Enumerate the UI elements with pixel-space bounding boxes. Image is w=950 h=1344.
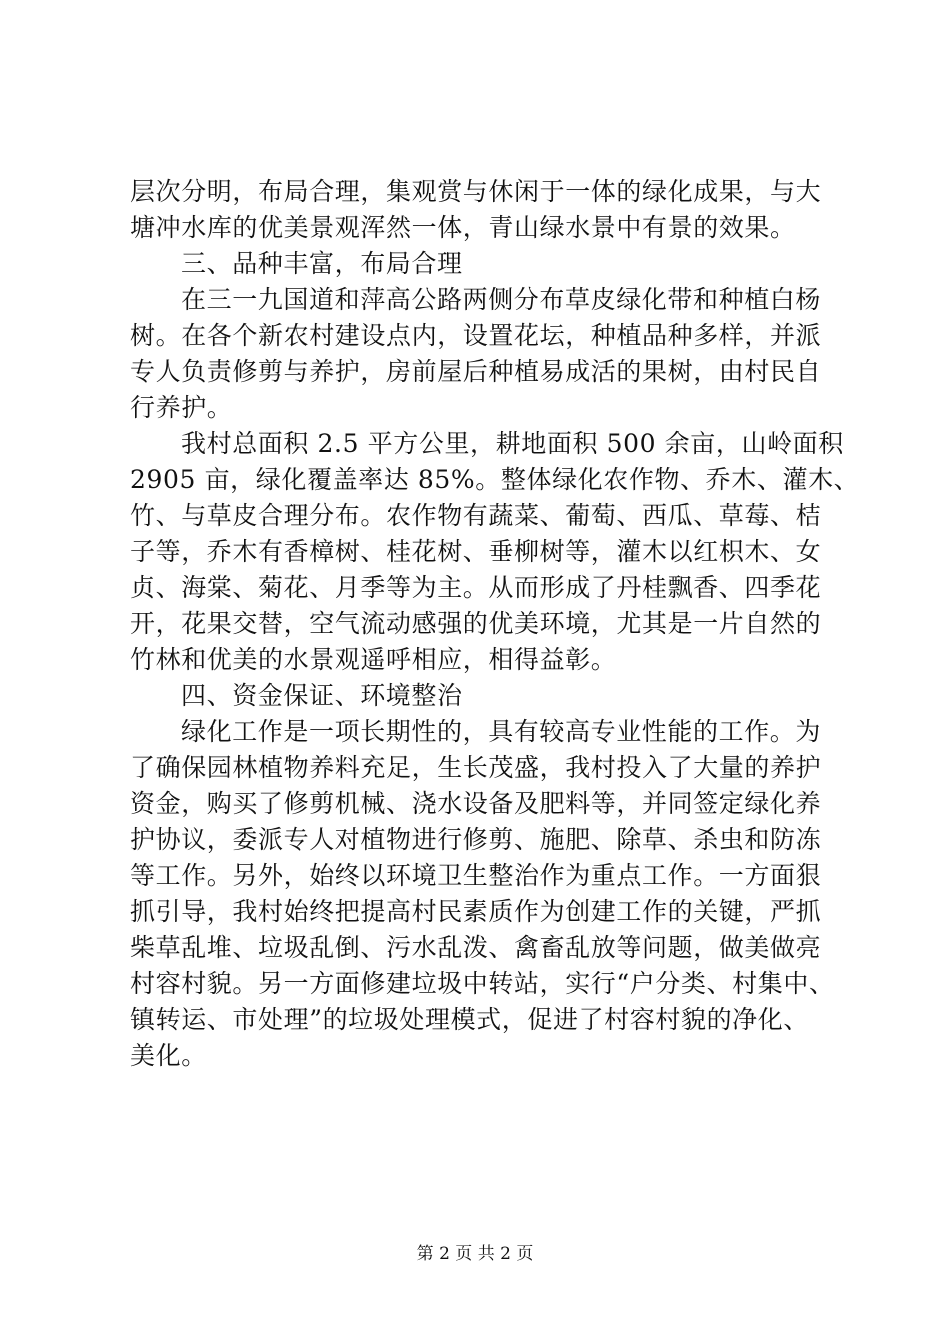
paragraph-line: 在三一九国道和萍高公路两侧分布草皮绿化带和种植白杨 bbox=[181, 285, 822, 314]
paragraph-line: 村容村貌。另一方面修建垃圾中转站，实行“户分类、村集中、 bbox=[130, 969, 835, 998]
paragraph-line: 资金，购买了修剪机械、浇水设备及肥料等，并同签定绿化养 bbox=[130, 789, 822, 818]
paragraph-line: 2905 亩，绿化覆盖率达 85%。整体绿化农作物、乔木、灌木、 bbox=[130, 465, 860, 494]
paragraph-line: 子等，乔木有香樟树、桂花树、垂柳树等，灌木以红枳木、女 bbox=[130, 537, 822, 566]
paragraph-line: 美化。 bbox=[130, 1041, 207, 1070]
paragraph-line: 镇转运、市处理”的垃圾处理模式，促进了村容村貌的净化、 bbox=[130, 1005, 809, 1034]
paragraph-line: 抓引导，我村始终把提高村民素质作为创建工作的关键，严抓 bbox=[130, 897, 822, 926]
paragraph-line: 柴草乱堆、垃圾乱倒、污水乱泼、禽畜乱放等问题，做美做亮 bbox=[130, 933, 822, 962]
paragraph-line: 层次分明，布局合理，集观赏与休闲于一体的绿化成果，与大 bbox=[130, 177, 822, 206]
paragraph-line: 护协议，委派专人对植物进行修剪、施肥、除草、杀虫和防冻 bbox=[130, 825, 822, 854]
section-heading-3: 三、品种丰富，布局合理 bbox=[181, 249, 463, 278]
paragraph-line: 绿化工作是一项长期性的，具有较高专业性能的工作。为 bbox=[181, 717, 822, 746]
paragraph-line: 树。在各个新农村建设点内，设置花坛，种植品种多样，并派 bbox=[130, 321, 822, 350]
paragraph-line: 塘冲水库的优美景观浑然一体，青山绿水景中有景的效果。 bbox=[130, 213, 796, 242]
page-footer: 第 2 页 共 2 页 bbox=[416, 1244, 534, 1264]
paragraph-line: 竹、与草皮合理分布。农作物有蔬菜、葡萄、西瓜、草莓、桔 bbox=[130, 501, 822, 530]
paragraph-line: 开，花果交替，空气流动感强的优美环境，尤其是一片自然的 bbox=[130, 609, 822, 638]
paragraph-line: 竹林和优美的水景观遥呼相应，相得益彰。 bbox=[130, 645, 617, 674]
paragraph-line: 等工作。另外，始终以环境卫生整治作为重点工作。一方面狠 bbox=[130, 861, 822, 890]
paragraph-line: 专人负责修剪与养护，房前屋后种植易成活的果树，由村民自 bbox=[130, 357, 822, 386]
paragraph-line: 行养护。 bbox=[130, 393, 233, 422]
paragraph-line: 了确保园林植物养料充足，生长茂盛，我村投入了大量的养护 bbox=[130, 753, 822, 782]
section-heading-4: 四、资金保证、环境整治 bbox=[181, 681, 463, 710]
paragraph-line: 贞、海棠、菊花、月季等为主。从而形成了丹桂飘香、四季花 bbox=[130, 573, 822, 602]
paragraph-line: 我村总面积 2.5 平方公里，耕地面积 500 余亩，山岭面积 bbox=[181, 429, 844, 458]
